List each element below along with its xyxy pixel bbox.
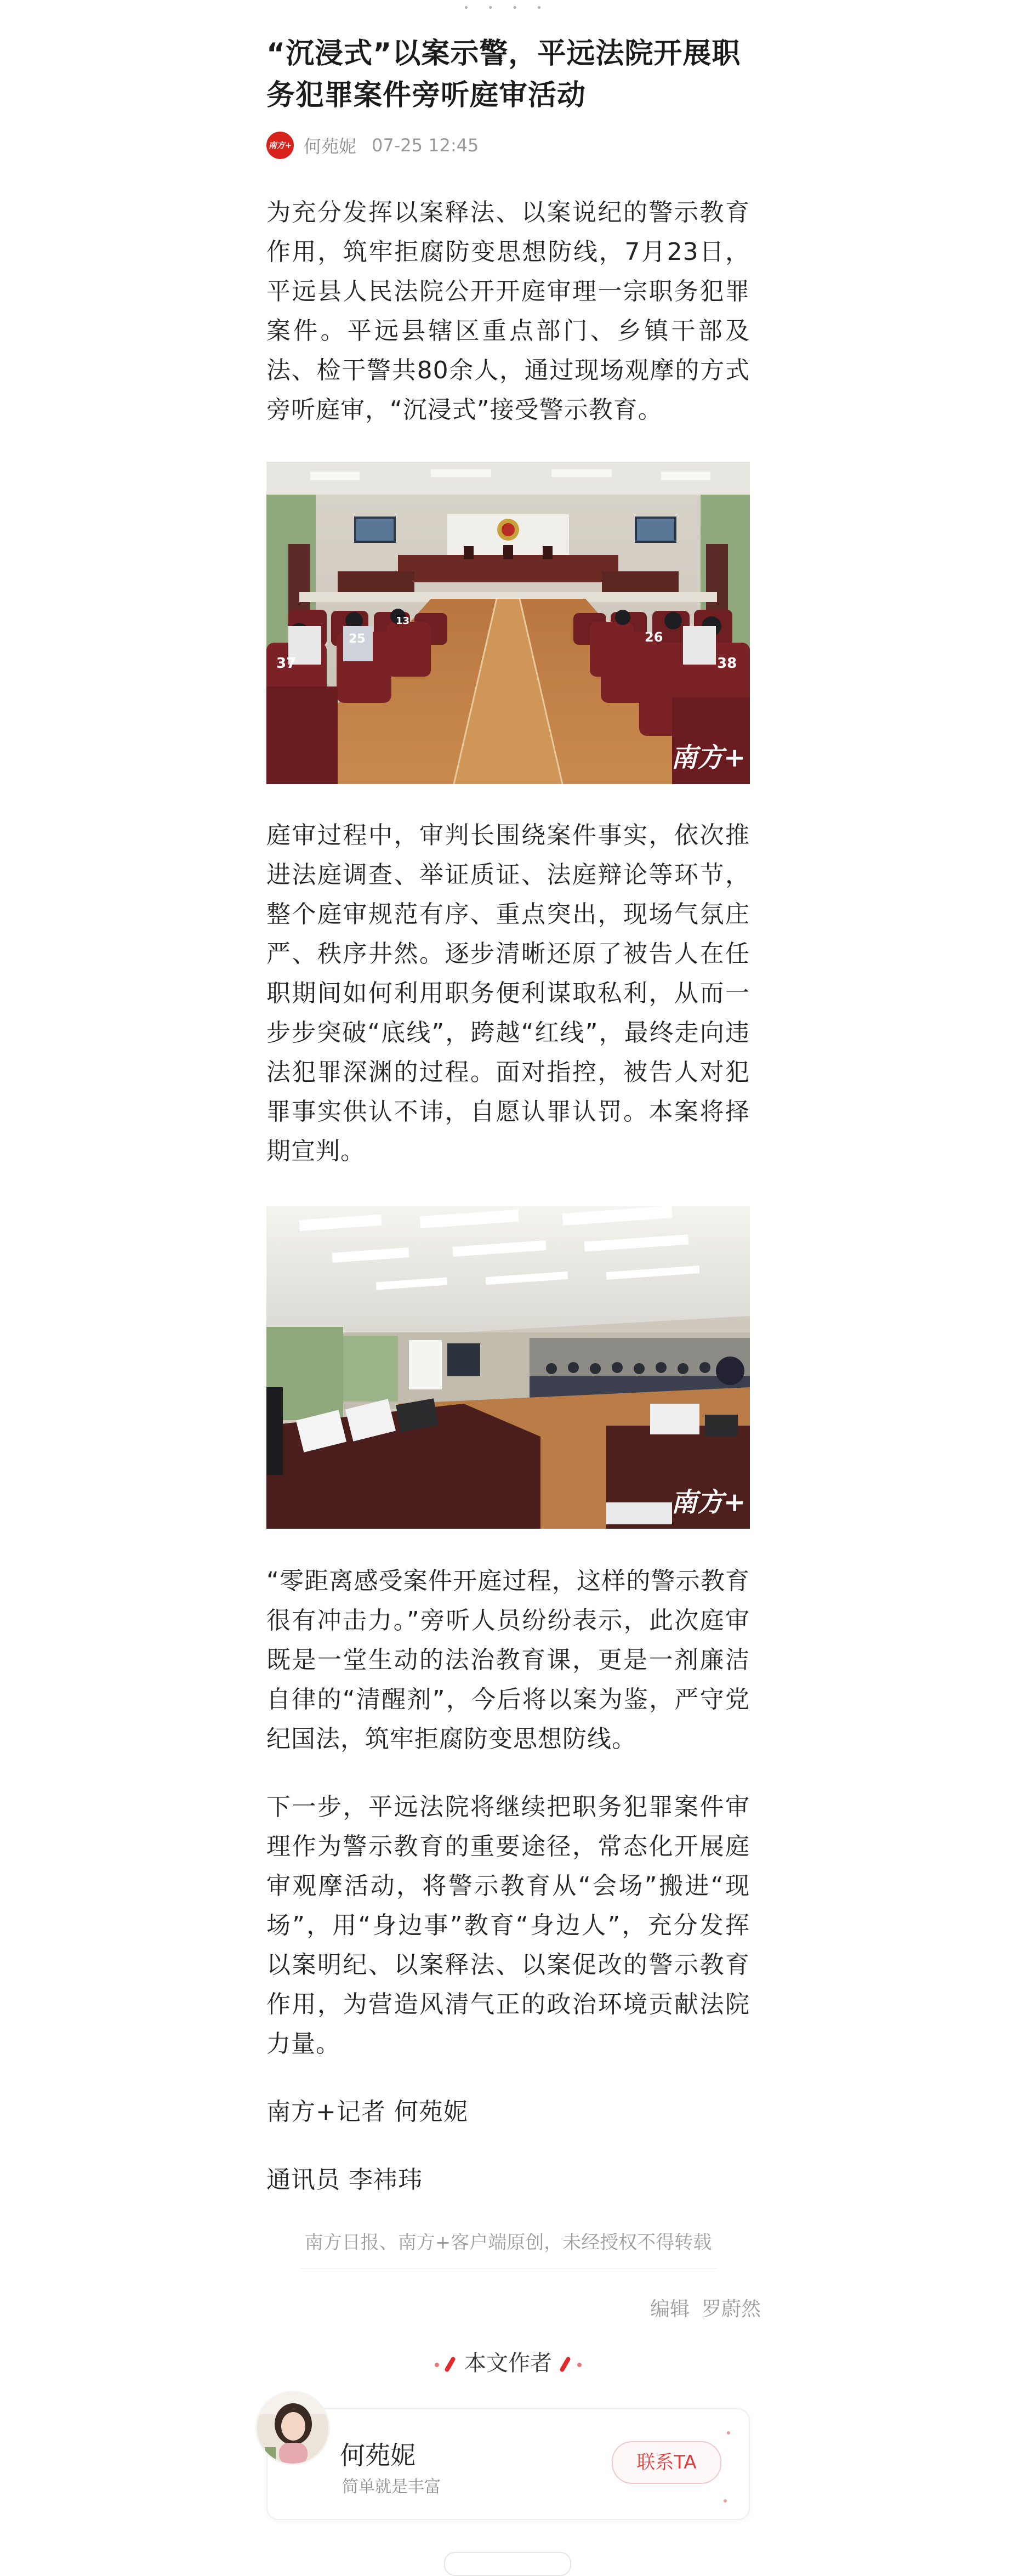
photo-watermark: 南方+ <box>671 742 746 773</box>
red-slash-decoration-icon <box>432 2358 458 2370</box>
author-section-title: 本文作者 <box>464 2351 552 2376</box>
author-card[interactable] <box>266 2408 750 2520</box>
bottom-floating-bar[interactable] <box>444 2552 571 2576</box>
author-section-heading <box>266 2347 750 2380</box>
editor-line <box>266 2294 761 2322</box>
photo-watermark: 南方+ <box>671 1487 746 1518</box>
reporter-credit: 南方+记者 何苑妮 <box>266 2098 468 2126</box>
page-indicator-dots: • • • • <box>463 2 550 14</box>
article-paragraph-2: 庭审过程中，审判长围绕案件事实，依次推进法庭调查、举证质证、法庭辩论等环节，整个庭审规范有序、重点突出，现场气氛庄严、秩序井然。逐步清晰还原了被告人在任职期间如何利用职务便利谋取私利，从而一步步突破“底线”，跨越“红线”，最终走向违法犯罪深渊的过程。面对指控，被告人对犯罪事实供认不讳，自愿认罪认罚。本案将择期宣判。 <box>266 821 750 1165</box>
card-sparkle-decoration <box>727 2431 730 2435</box>
seat-number-label: 25 <box>349 632 366 646</box>
seat-number-label: 26 <box>645 629 663 645</box>
seat-number-label: 38 <box>717 655 737 672</box>
article-photo-courtroom-gallery[interactable] <box>266 462 750 784</box>
article-paragraph-3: “零距离感受案件开庭过程，这样的警示教育很有冲击力。”旁听人员纷纷表示，此次庭审既是一堂生动的法治教育课，更是一剂廉洁自律的“清醒剂”，今后将以案为鉴，严守党纪国法，筑牢拒腐防变思想防线。 <box>266 1567 750 1753</box>
byline <box>266 132 750 159</box>
seat-number-label: 13 <box>396 615 410 627</box>
red-slash-decoration-icon <box>559 2358 584 2370</box>
article-title: “沉浸式”以案示警，平远法院开展职务犯罪案件旁听庭审活动 <box>266 37 741 112</box>
author-card-bio: 简单就是丰富 <box>342 2477 441 2496</box>
article-paragraph-1: 为充分发挥以案释法、以案说纪的警示教育作用，筑牢拒腐防变思想防线，7月23日，平远县人民法院公开开庭审理一宗职务犯罪案件。平远县辖区重点部门、乡镇干部及法、检干警共80余人，通过现场观摩的方式旁听庭审，“沉浸式”接受警示教育。 <box>266 198 750 424</box>
article-photo-courtroom-bench[interactable] <box>266 1206 750 1529</box>
author-avatar[interactable] <box>255 2391 330 2465</box>
contact-author-button[interactable]: 联系TA <box>612 2441 721 2484</box>
article <box>266 0 761 2520</box>
author-card-name[interactable]: 何苑妮 <box>340 2441 416 2470</box>
publish-time: 07-25 12:45 <box>372 135 479 156</box>
correspondent-credit: 通讯员 李祎玮 <box>266 2166 423 2194</box>
editor-name: 罗蔚然 <box>701 2298 761 2320</box>
seat-number-label: 37 <box>276 655 297 672</box>
courtroom-gallery-image <box>266 462 750 784</box>
article-paragraph-4: 下一步，平远法院将继续把职务犯罪案件审理作为警示教育的重要途径，常态化开展庭审观摩活动，将警示教育从“会场”搬进“现场”，用“身边事”教育“身边人”，充分发挥以案明纪、以案释法、以案促改的警示教育作用，为营造风清气正的政治环境贡献法院力量。 <box>266 1793 750 2058</box>
card-sparkle-decoration <box>724 2499 727 2503</box>
copyright-notice: 南方日报、南方+客户端原创，未经授权不得转载 <box>300 2228 716 2268</box>
courtroom-bench-image <box>266 1206 750 1529</box>
editor-label: 编辑 <box>650 2298 690 2320</box>
avatar-portrait-icon <box>257 2392 328 2464</box>
nanfang-plus-logo-icon[interactable]: 南方+ <box>266 132 294 159</box>
byline-author[interactable]: 何苑妮 <box>304 136 357 157</box>
